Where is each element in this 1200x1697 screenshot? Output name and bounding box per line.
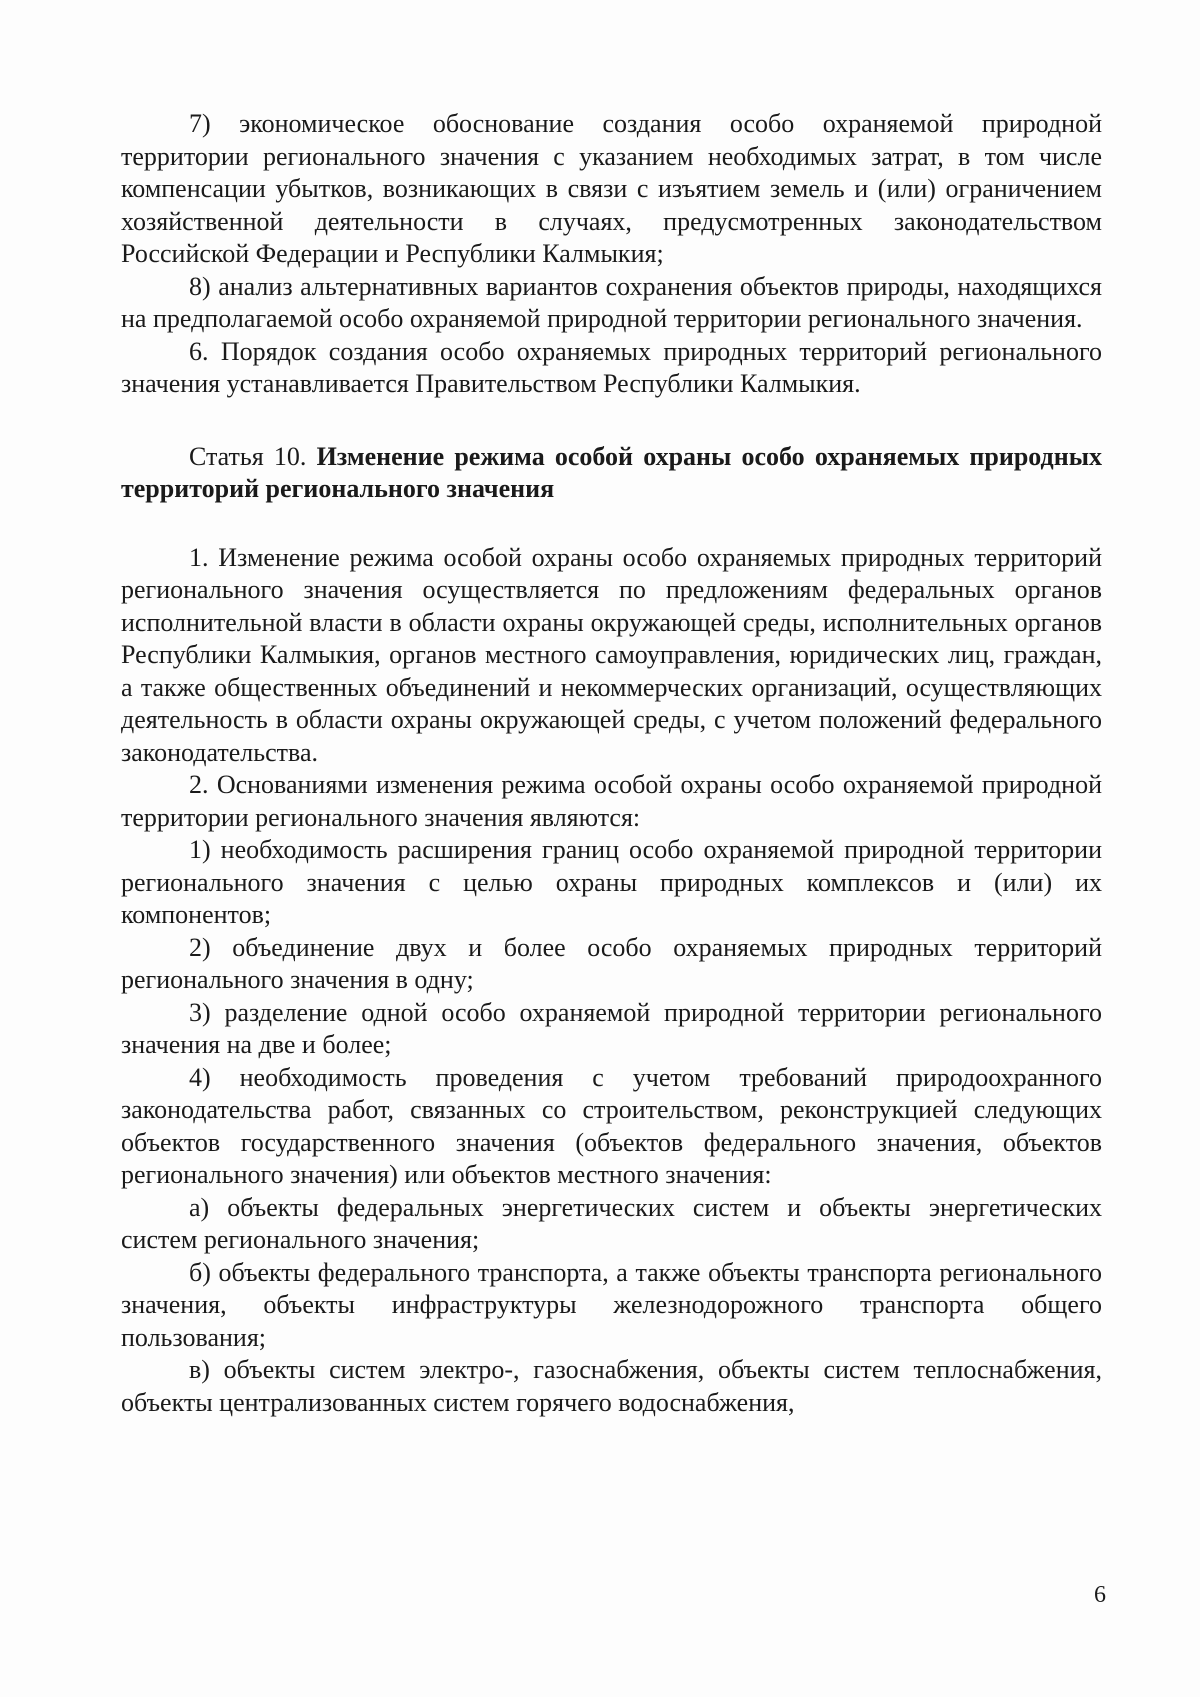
paragraph: 1) необходимость расширения границ особо охраняемой природной территории регионального значения с целью охраны природных комплексов и (или) их компонентов; bbox=[121, 835, 1102, 929]
page-number: 6 bbox=[1094, 1582, 1106, 1608]
document-body bbox=[121, 108, 1102, 1419]
paragraph: 7) экономическое обоснование создания особо охраняемой природной территории регионального значения с указанием необходимых затрат, в том числе компенсации убытков, возникающих в связи с изъятием земель и (или) ограничением хозяйственной деятельности в случаях, предусмотренных законодательством Российской Федерации и Республики Калмыкия; bbox=[121, 109, 1102, 268]
paragraph: 1. Изменение режима особой охраны особо охраняемых природных территорий регионального значения осуществляется по предложениям федеральных органов исполнительной власти в области охраны окружающей среды, исполнительных органов Республики Калмыкия, органов местного самоуправления, юридических лиц, граждан, а также общественных объединений и некоммерческих организаций, осуществляющих деятельность в области охраны окружающей среды, с учетом положений федерального законодательства. bbox=[121, 542, 1102, 767]
paragraph: 6. Порядок создания особо охраняемых природных территорий регионального значения устанавливается Правительством Республики Калмыкия. bbox=[121, 336, 1102, 398]
paragraph: в) объекты систем электро-, газоснабжения, объекты систем теплоснабжения, объекты централизованных систем горячего водоснабжения, bbox=[121, 1355, 1102, 1417]
article-title: Изменение режима особой охраны особо охраняемых природных территорий регионального значения bbox=[121, 441, 1102, 503]
paragraph: 3) разделение одной особо охраняемой природной территории регионального значения на две и более; bbox=[121, 997, 1102, 1059]
article-heading bbox=[121, 441, 1102, 506]
article-number: Статья 10. bbox=[189, 441, 317, 471]
paragraph: 8) анализ альтернативных вариантов сохранения объектов природы, находящихся на предполагаемой особо охраняемой природной территории регионального значения. bbox=[121, 271, 1102, 333]
paragraph: 4) необходимость проведения с учетом требований природоохранного законодательства работ, связанных со строительством, реконструкцией следующих объектов государственного значения (объектов федерального значения, объектов регионального значения) или объектов местного значения: bbox=[121, 1062, 1102, 1189]
paragraph: 2) объединение двух и более особо охраняемых природных территорий регионального значения в одну; bbox=[121, 932, 1102, 994]
paragraph: б) объекты федерального транспорта, а также объекты транспорта регионального значения, объекты инфраструктуры железнодорожного транспорта общего пользования; bbox=[121, 1257, 1102, 1352]
paragraph: 2. Основаниями изменения режима особой охраны особо охраняемой природной территории регионального значения являются: bbox=[121, 770, 1102, 832]
paragraph: а) объекты федеральных энергетических систем и объекты энергетических систем регионального значения; bbox=[121, 1192, 1102, 1254]
